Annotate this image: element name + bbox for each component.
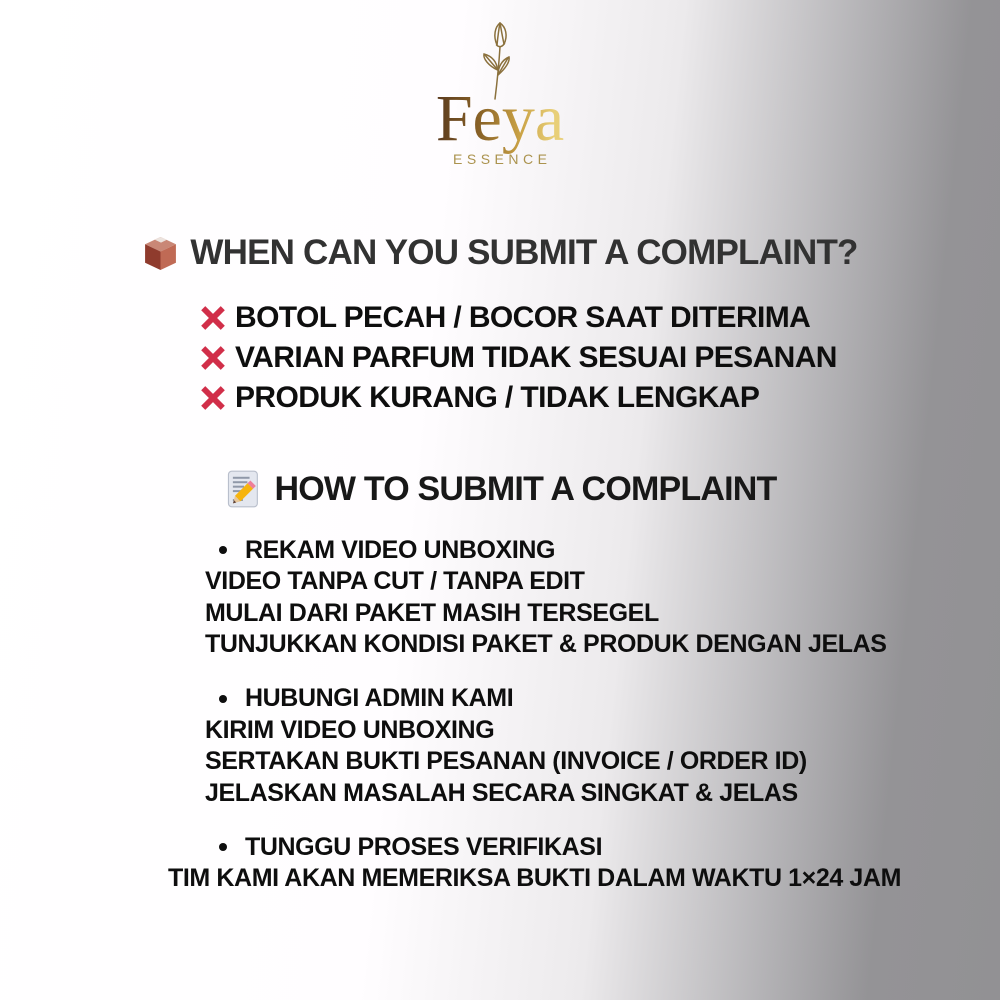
section-title-when [0,232,1000,274]
bullet-icon [219,546,227,554]
step-lead [205,534,925,566]
step-detail: VIDEO TANPA CUT / TANPA EDIT [205,567,585,595]
step-detail: KIRIM VIDEO UNBOXING [205,715,495,744]
cross-mark-icon [197,302,229,334]
step-record-video [205,534,925,661]
cross-mark-icon [197,342,229,374]
step-lead-label: TUNGGU PROSES VERIFIKASI [245,832,603,861]
list-item-label: VARIAN PARFUM TIDAK SESUAI PESANAN [235,341,837,374]
brand-name: Feya [435,84,565,155]
step-lead [205,683,925,715]
list-item [197,378,837,418]
steps [168,534,925,917]
list-item [197,338,837,378]
step-lead [205,831,925,863]
step-contact-admin [205,683,925,810]
list-item [197,298,837,338]
package-icon [142,236,179,271]
list-item-label: BOTOL PECAH / BOCOR SAAT DITERIMA [235,301,811,334]
when-list [197,298,837,418]
brand-tagline: ESSENCE [453,151,552,167]
section-title-how [0,466,1000,512]
cross-mark-icon [197,382,229,414]
step-detail: TUNJUKKAN KONDISI PAKET & PRODUK DENGAN JELAS [205,630,887,658]
section-title-how-label: HOW TO SUBMIT A COMPLAINT [274,469,777,508]
step-lead-label: HUBUNGI ADMIN KAMI [245,684,514,712]
bullet-icon [219,843,227,851]
list-item-label: PRODUK KURANG / TIDAK LENGKAP [235,381,760,414]
step-detail: TIM KAMI AKAN MEMERIKSA BUKTI DALAM WAKTU 1×24 JAM [168,864,902,892]
bullet-icon [219,695,227,703]
memo-icon [224,469,264,509]
step-wait-verification [168,831,925,895]
step-detail: MULAI DARI PAKET MASIH TERSEGEL [205,598,659,627]
step-detail: SERTAKAN BUKTI PESANAN (INVOICE / ORDER ID) [205,747,807,775]
step-lead-label: REKAM VIDEO UNBOXING [245,535,556,564]
section-title-when-label: WHEN CAN YOU SUBMIT A COMPLAINT? [190,233,858,272]
step-detail: JELASKAN MASALAH SECARA SINGKAT & JELAS [205,778,798,807]
